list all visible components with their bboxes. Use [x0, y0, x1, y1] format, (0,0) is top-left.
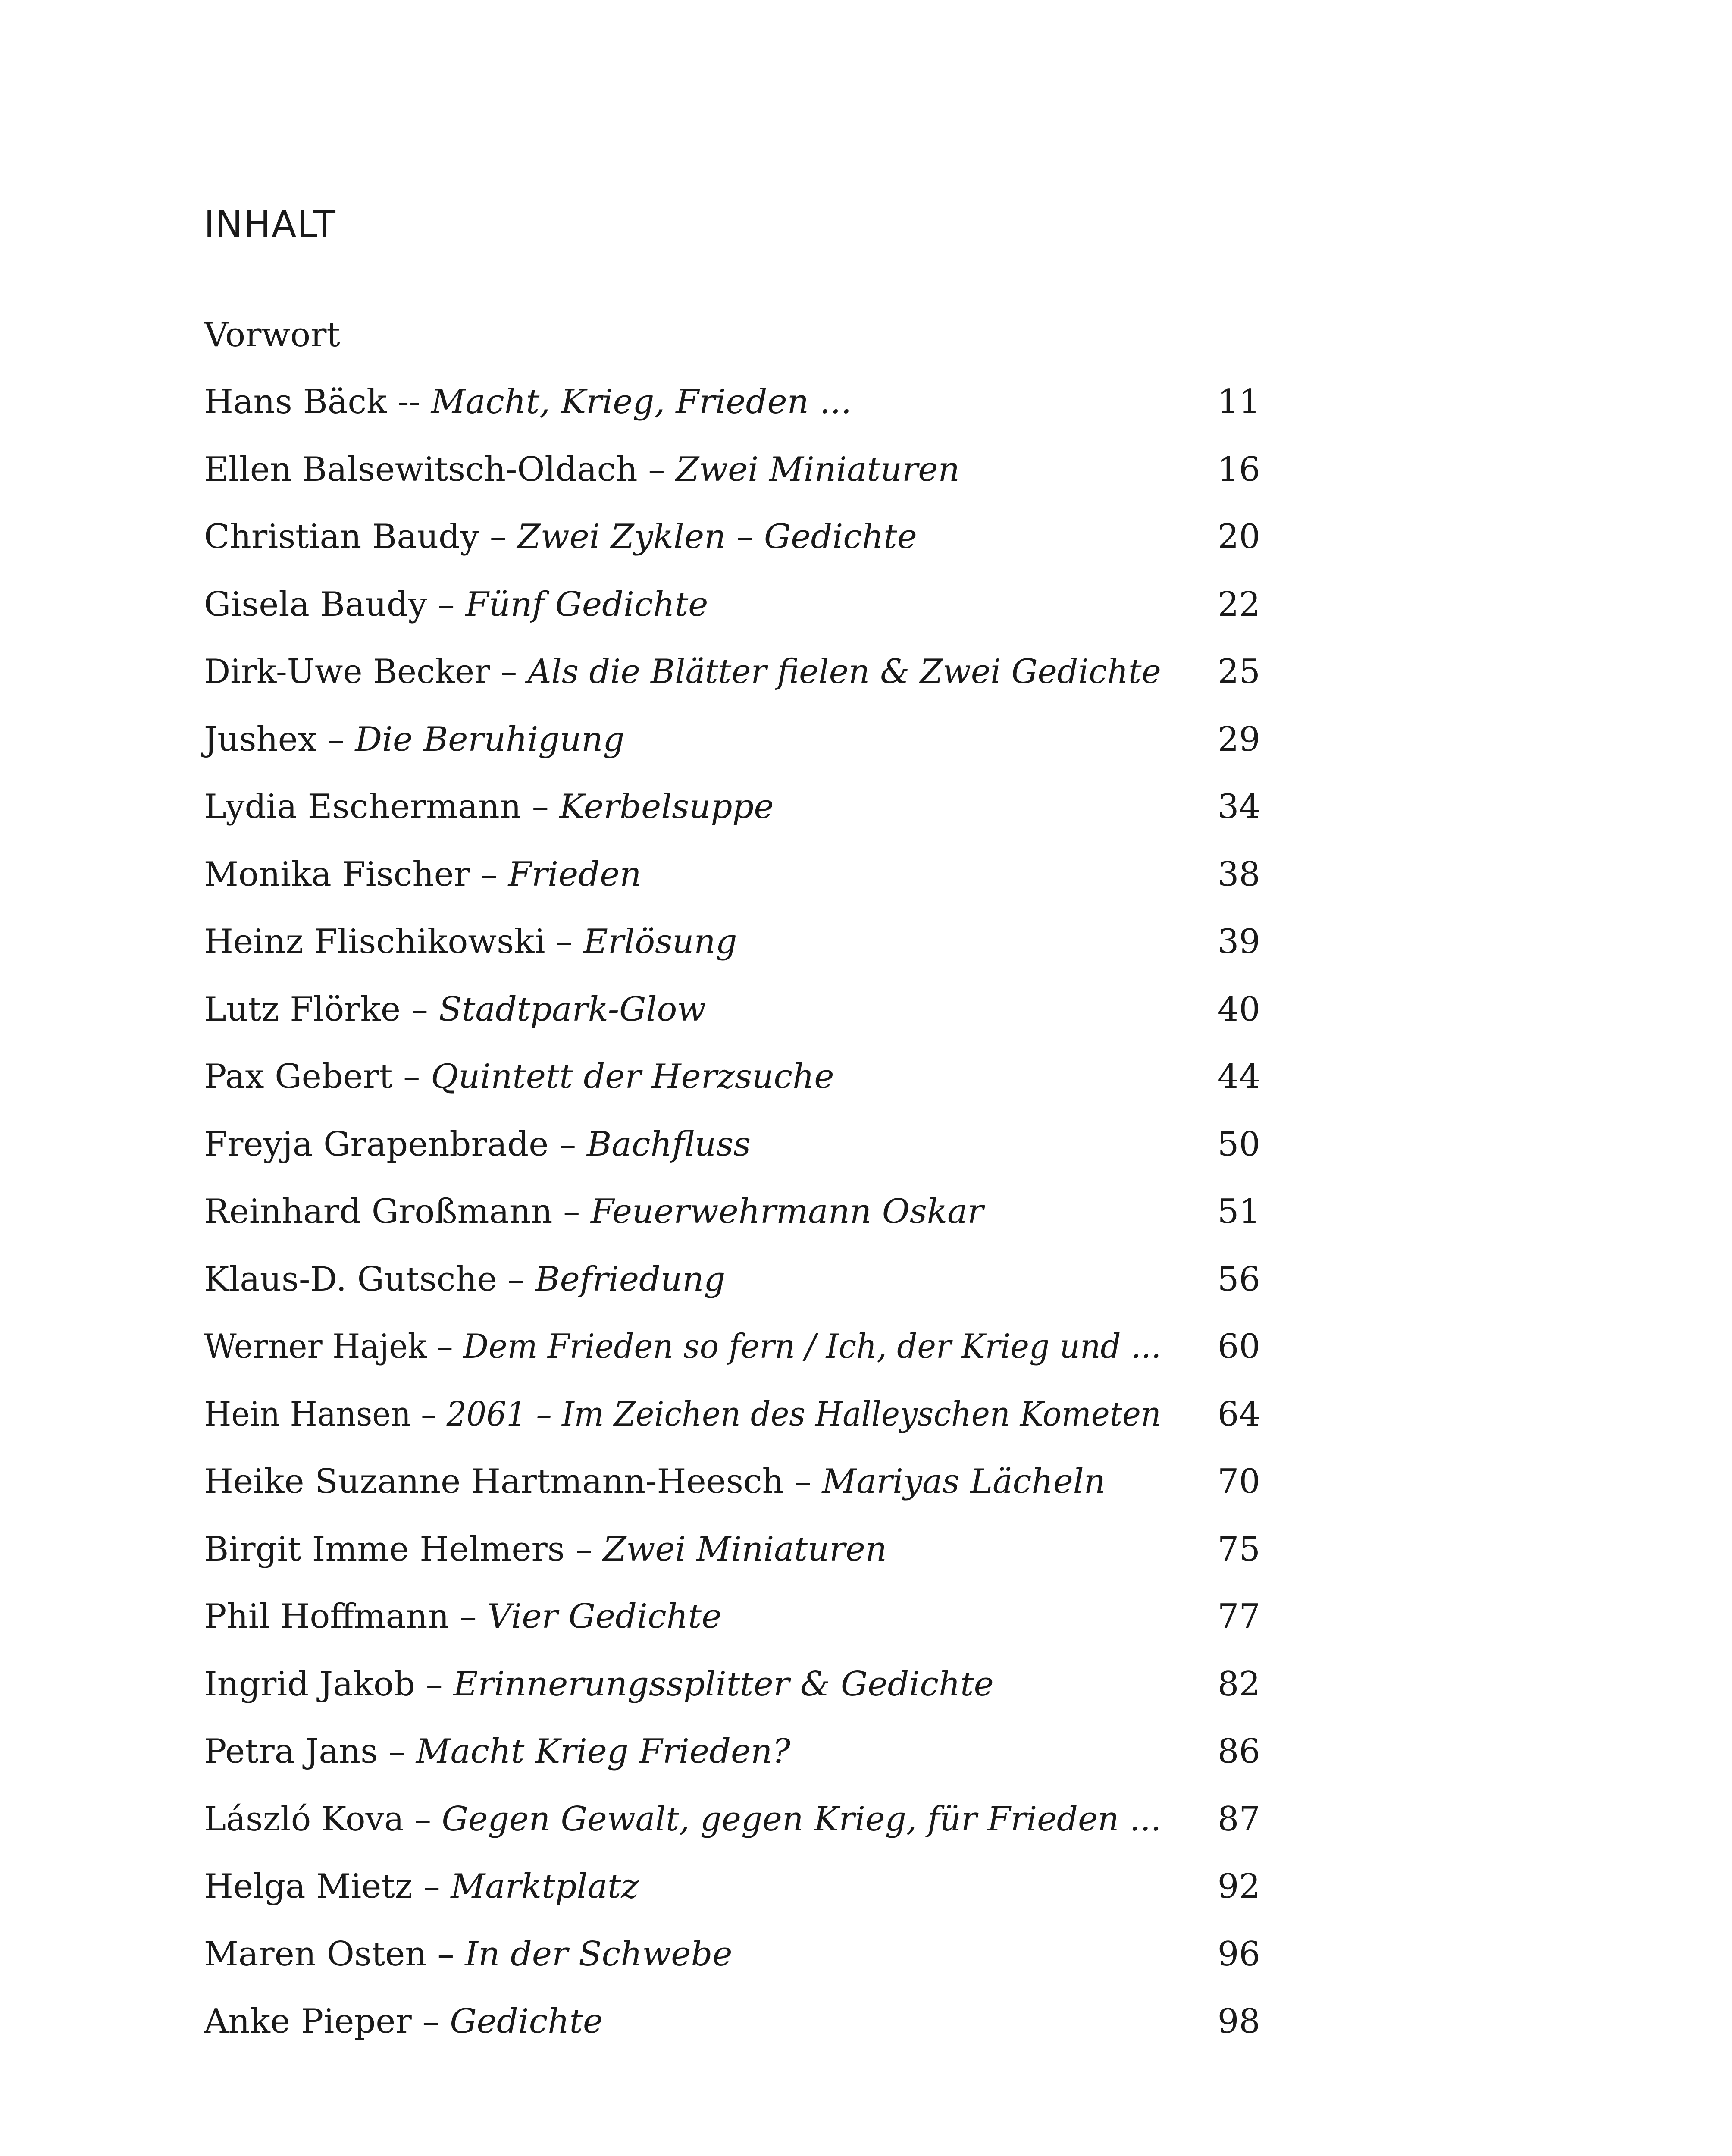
- toc-separator: –: [415, 1664, 454, 1704]
- toc-author: Klaus-D. Gutsche: [204, 1260, 497, 1299]
- toc-separator: –: [490, 652, 528, 691]
- toc-page-number: 25: [1217, 652, 1260, 691]
- toc-title: Als die Blätter fielen & Zwei Gedichte: [527, 652, 1161, 691]
- toc-title: Gedichte: [450, 2002, 603, 2041]
- toc-entry: [204, 1529, 1260, 1600]
- toc-entry: [204, 720, 1260, 790]
- toc-separator: –: [479, 517, 517, 556]
- toc-entry-text: [204, 855, 642, 894]
- toc-title: Erlösung: [583, 922, 737, 961]
- toc-entry-text: [204, 1664, 994, 1704]
- toc-title: Dem Frieden so fern / Ich, der Krieg und ...: [463, 1327, 1162, 1366]
- toc-entry-text: [204, 1192, 983, 1231]
- toc-entry-text: [204, 720, 625, 759]
- toc-page-number: 60: [1217, 1327, 1260, 1366]
- toc-author: Helga Mietz: [204, 1867, 413, 1906]
- toc-page-number: 34: [1217, 787, 1260, 826]
- toc-entry-text: [204, 1799, 1162, 1839]
- toc-entry: [204, 1395, 1260, 1465]
- table-of-contents: [204, 382, 1260, 2072]
- toc-entry-text: [204, 382, 852, 421]
- toc-author: Ingrid Jakob: [204, 1664, 415, 1704]
- toc-page-number: 38: [1217, 855, 1260, 894]
- toc-title: Zwei Zyklen – Gedichte: [517, 517, 917, 556]
- toc-author: Lydia Eschermann: [204, 787, 521, 826]
- toc-title: Zwei Miniaturen: [676, 450, 960, 489]
- toc-entry-text: [204, 1462, 1106, 1501]
- toc-page-number: 87: [1217, 1799, 1260, 1839]
- toc-entry-text: [204, 990, 706, 1029]
- toc-entry: [204, 1732, 1260, 1802]
- toc-page-number: 92: [1217, 1867, 1260, 1906]
- toc-separator: –: [564, 1529, 603, 1569]
- toc-entry: [204, 585, 1260, 655]
- toc-entry-text: [204, 585, 708, 624]
- toc-page-number: 56: [1217, 1260, 1260, 1299]
- toc-author: Heinz Flischikowski: [204, 922, 545, 961]
- toc-separator: –: [401, 990, 439, 1029]
- toc-entry: [204, 1664, 1260, 1735]
- preface-entry: Vorwort: [204, 316, 340, 354]
- toc-page-number: 40: [1217, 990, 1260, 1029]
- toc-title: 2061 – Im Zeichen des Halleyschen Kometen: [446, 1395, 1161, 1434]
- toc-entry: [204, 1934, 1260, 2005]
- toc-author: Hans Bäck: [204, 382, 387, 421]
- toc-page-number: 50: [1217, 1125, 1260, 1164]
- toc-title: Quintett der Herzsuche: [431, 1057, 834, 1096]
- toc-separator: –: [316, 720, 355, 759]
- toc-entry-text: [204, 1732, 791, 1771]
- toc-title: Fünf Gedichte: [465, 585, 708, 624]
- toc-page-number: 20: [1217, 517, 1260, 556]
- toc-page-number: 39: [1217, 922, 1260, 961]
- toc-title: Erinnerungssplitter & Gedichte: [453, 1664, 994, 1704]
- toc-separator: –: [497, 1260, 536, 1299]
- toc-entry-text: [204, 1529, 887, 1569]
- toc-separator: –: [378, 1732, 416, 1771]
- toc-title: Marktplatz: [451, 1867, 639, 1906]
- toc-author: Reinhard Großmann: [204, 1192, 553, 1231]
- toc-title: Vier Gedichte: [487, 1597, 722, 1636]
- toc-entry-text: [204, 922, 737, 961]
- toc-separator: –: [426, 1934, 465, 1974]
- toc-separator: –: [470, 855, 508, 894]
- toc-separator: –: [637, 450, 676, 489]
- toc-entry: [204, 990, 1260, 1060]
- toc-page-number: 44: [1217, 1057, 1260, 1096]
- toc-separator: –: [404, 1799, 442, 1839]
- toc-entry: [204, 787, 1260, 858]
- toc-entry-text: [204, 1057, 834, 1096]
- toc-title: Befriedung: [535, 1260, 726, 1299]
- toc-entry: [204, 1260, 1260, 1330]
- toc-title: Stadtpark-Glow: [438, 990, 706, 1029]
- toc-title: Bachfluss: [586, 1125, 751, 1164]
- toc-entry-text: [204, 787, 774, 826]
- toc-page-number: 77: [1217, 1597, 1260, 1636]
- toc-entry-text: [204, 1597, 722, 1636]
- toc-entry-text: [204, 1260, 726, 1299]
- toc-author: Ellen Balsewitsch-Oldach: [204, 450, 638, 489]
- toc-page-number: 11: [1217, 382, 1260, 421]
- toc-author: Christian Baudy: [204, 517, 479, 556]
- toc-entry-text: [204, 1867, 639, 1906]
- toc-separator: –: [783, 1462, 822, 1501]
- toc-author: Birgit Imme Helmers: [204, 1529, 565, 1569]
- toc-separator: --: [387, 382, 431, 421]
- toc-entry: [204, 855, 1260, 925]
- toc-author: Maren Osten: [204, 1934, 427, 1974]
- toc-separator: –: [548, 1125, 587, 1164]
- toc-separator: –: [449, 1597, 488, 1636]
- toc-author: Pax Gebert: [204, 1057, 393, 1096]
- toc-page-number: 82: [1217, 1664, 1260, 1704]
- toc-entry: [204, 450, 1260, 520]
- toc-author: Jushex: [204, 720, 317, 759]
- toc-author: Freyja Grapenbrade: [204, 1125, 549, 1164]
- toc-entry: [204, 1192, 1260, 1263]
- toc-title: Gegen Gewalt, gegen Krieg, für Frieden ...: [442, 1799, 1162, 1839]
- toc-entry-text: [204, 1934, 733, 1974]
- toc-author: Gisela Baudy: [204, 585, 427, 624]
- toc-separator: –: [411, 2002, 450, 2041]
- toc-author: Werner Hajek: [204, 1327, 427, 1366]
- toc-page-number: 96: [1217, 1934, 1260, 1974]
- toc-entry-text: [204, 450, 960, 489]
- toc-page-number: 22: [1217, 585, 1260, 624]
- toc-entry: [204, 1057, 1260, 1128]
- toc-page-number: 75: [1217, 1529, 1260, 1569]
- toc-page-number: 86: [1217, 1732, 1260, 1771]
- toc-entry: [204, 1867, 1260, 1937]
- toc-entry: [204, 2002, 1260, 2072]
- toc-entry: [204, 382, 1260, 453]
- toc-title: Mariyas Lächeln: [822, 1462, 1106, 1501]
- toc-entry: [204, 922, 1260, 993]
- page-title: INHALT: [204, 203, 336, 245]
- toc-page-number: 70: [1217, 1462, 1260, 1501]
- toc-author: Hein Hansen: [204, 1395, 411, 1434]
- toc-author: Lutz Flörke: [204, 990, 401, 1029]
- toc-entry-text: [204, 1327, 1162, 1366]
- toc-entry: [204, 652, 1260, 723]
- toc-author: Dirk-Uwe Becker: [204, 652, 490, 691]
- toc-entry: [204, 1125, 1260, 1195]
- toc-separator: –: [521, 787, 560, 826]
- toc-page-number: 51: [1217, 1192, 1260, 1231]
- toc-page-number: 16: [1217, 450, 1260, 489]
- toc-entry: [204, 517, 1260, 588]
- toc-title: In der Schwebe: [465, 1934, 733, 1974]
- toc-entry: [204, 1327, 1260, 1398]
- toc-entry-text: [204, 652, 1161, 691]
- toc-separator: –: [427, 1327, 464, 1366]
- toc-title: Frieden: [508, 855, 642, 894]
- toc-title: Feuerwehrmann Oskar: [591, 1192, 983, 1231]
- toc-separator: –: [411, 1395, 447, 1434]
- toc-author: Phil Hoffmann: [204, 1597, 449, 1636]
- toc-entry-text: [204, 1125, 751, 1164]
- toc-page-number: 29: [1217, 720, 1260, 759]
- toc-page-number: 98: [1217, 2002, 1260, 2041]
- toc-author: Heike Suzanne Hartmann-Heesch: [204, 1462, 784, 1501]
- toc-separator: –: [427, 585, 466, 624]
- toc-title: Macht, Krieg, Frieden ...: [431, 382, 852, 421]
- toc-separator: –: [552, 1192, 591, 1231]
- toc-title: Macht Krieg Frieden?: [416, 1732, 791, 1771]
- toc-author: Anke Pieper: [204, 2002, 412, 2041]
- toc-author: Monika Fischer: [204, 855, 470, 894]
- toc-entry-text: [204, 517, 917, 556]
- toc-title: Zwei Miniaturen: [603, 1529, 887, 1569]
- toc-entry-text: [204, 1395, 1161, 1434]
- toc-title: Kerbelsuppe: [559, 787, 774, 826]
- toc-entry-text: [204, 2002, 603, 2041]
- toc-separator: –: [412, 1867, 451, 1906]
- toc-author: László Kova: [204, 1799, 404, 1839]
- toc-entry: [204, 1799, 1260, 1870]
- toc-author: Petra Jans: [204, 1732, 378, 1771]
- toc-entry: [204, 1462, 1260, 1532]
- toc-separator: –: [392, 1057, 431, 1096]
- toc-page-number: 64: [1217, 1395, 1260, 1434]
- toc-title: Die Beruhigung: [355, 720, 625, 759]
- toc-separator: –: [545, 922, 583, 961]
- toc-entry: [204, 1597, 1260, 1667]
